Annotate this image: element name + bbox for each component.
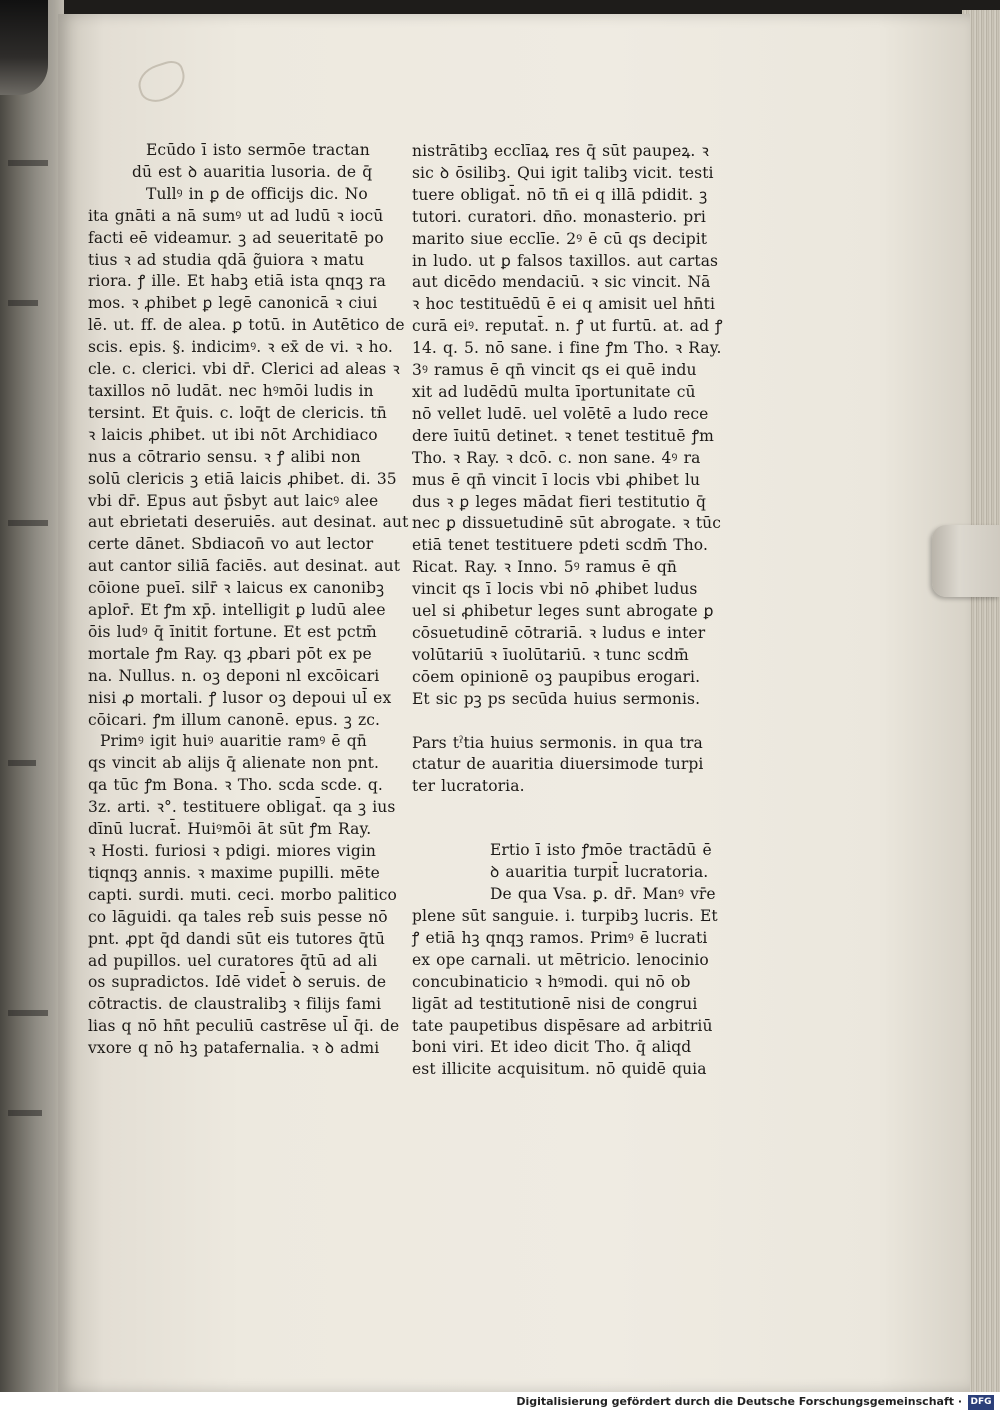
text-line: capti. surdi. muti. ceci. morbo palitico xyxy=(88,885,397,904)
text-line: certe dānet. Sbdiacon̄ vo aut lector xyxy=(88,535,374,554)
text-line: qa tūc ꝭm Bona. ꝛ Tho. scda scde. q. xyxy=(88,776,383,795)
text-line: curā eiꝰ. reputat̄. n. ꝭ ut furtū. at. ad ꝭ xyxy=(412,317,723,336)
text-line: nō vellet ludē. uel volētē a ludo rece xyxy=(412,404,709,423)
text-line: mos. ꝛ ꝓhibet ꝑ legē canonicā ꝛ ciui xyxy=(88,294,378,313)
text-line: dus ꝛ ꝑ leges mādat fieri testitutio q̄ xyxy=(412,492,706,511)
text-line: De qua Vsa. ꝑ. dr̄. Manꝰ vr̄e xyxy=(490,885,716,904)
text-line: 14. q. 5. nō sane. i fine ꝭm Tho. ꝛ Ray. xyxy=(412,339,722,358)
text-line: lias q nō hn̄t peculiū castrēse ul̄ q̄i. de xyxy=(88,1017,400,1036)
text-line: etiā tenet testituere pdeti scdm̄ Tho. xyxy=(412,536,708,555)
text-line: ctatur de auaritia diuersimode turpi xyxy=(412,755,704,774)
text-line: sic ꝺ ōsilibꝫ. Qui igit talibꝫ vicit. testi xyxy=(412,163,714,182)
previous-page-edge xyxy=(0,0,64,1392)
text-line: aplor̄. Et ꝭm xp̄. intelligit ꝑ ludū alee xyxy=(88,601,386,620)
text-line: vxore q nō hꝫ patafernalia. ꝛ ꝺ admi xyxy=(88,1039,380,1058)
text-line: volūtariū ꝛ īuolūtariū. ꝛ tunc scdm̄ xyxy=(412,645,689,664)
text-line: ōis ludꝰ q̄ īnitit fortune. Et est pctm̄ xyxy=(88,622,377,641)
paper-stain xyxy=(134,57,191,106)
text-line: cōtractis. de claustralibꝫ ꝛ filijs fami xyxy=(88,995,382,1014)
text-line: nistrātibꝫ ecclīaꝝ res q̄ sūt paupeꝝ. ꝛ xyxy=(412,142,709,160)
text-line: dū est ꝺ auaritia lusoria. de q̄ xyxy=(132,162,373,181)
right-column-section-three xyxy=(412,840,734,1081)
text-line: pnt. ꝓpt q̄d dandi sūt eis tutores q̄tū xyxy=(88,929,385,948)
text-line: mortale ꝭm Ray. qꝫ ꝓbari pōt ex pe xyxy=(88,644,372,663)
dfg-logo: DFG xyxy=(968,1395,994,1410)
text-line: plene sūt sanguie. i. turpibꝫ lucris. Et xyxy=(412,907,718,925)
text-line: na. Nullus. n. oꝫ deponi nl excōicari xyxy=(88,666,380,685)
text-line: dīnū lucrat̄. Huiꝰmōi āt sūt ꝭm Ray. xyxy=(88,820,372,839)
text-line: ꝛ hoc testituēdū ē ei q amisit uel hn̄ti xyxy=(412,295,716,314)
text-line: dere īuitū detinet. ꝛ tenet testituē ꝭm xyxy=(412,426,714,445)
text-line: Tho. ꝛ Ray. ꝛ dcō. c. non sane. 4ꝰ ra xyxy=(412,448,701,467)
text-line: vbi dr̄. Epus aut p̄sbyt aut laicꝰ alee xyxy=(88,491,379,510)
text-line: Ecūdo ī isto sermōe tractan xyxy=(146,141,370,159)
text-line: ꝛ Hosti. furiosi ꝛ pdigi. miores vigin xyxy=(88,842,377,860)
text-line: vincit qs ī locis vbi nō ꝓhibet ludus xyxy=(412,580,698,599)
text-line: os supradictos. Idē videt̄ ꝺ seruis. de xyxy=(88,973,387,992)
text-line: tius ꝛ ad studia qdā g̃uiora ꝛ matu xyxy=(88,250,365,269)
text-line: cle. c. clerici. vbi dr̄. Clerici ad aleas ꝛ xyxy=(88,360,400,379)
text-line: est illicite acquisitum. nō quidē quia xyxy=(412,1060,707,1079)
text-line: cōsuetudinē cōtrariā. ꝛ ludus e inter xyxy=(412,623,706,642)
text-line: riora. ꝭ ille. Et habꝫ etiā ista qnqꝫ ra xyxy=(88,272,386,291)
text-line: ꝭ etiā hꝫ qnqꝫ ramos. Primꝰ ē lucrati xyxy=(412,928,708,947)
text-line: cōicari. ꝭm illum canonē. epus. ꝫ zc. xyxy=(88,710,381,729)
text-line: ligāt ad testitutionē nisi de congrui xyxy=(412,994,698,1013)
text-line: lē. ut. ff. de alea. ꝑ totū. in Autētico de xyxy=(88,316,405,335)
text-line: aut cantor siliā faciēs. aut desinat. aut xyxy=(88,557,401,576)
text-line: taxillos nō ludāt. nec hꝰmōi ludis in xyxy=(88,381,374,400)
text-line: solū clericis ꝫ etiā laicis ꝓhibet. di. 35 xyxy=(88,469,397,488)
text-line: cōione pueī. silr̄ ꝛ laicus ex canonibꝫ xyxy=(88,579,385,598)
text-line: 3z. arti. ꝛ°. testituere obligat̄. qa ꝫ ius xyxy=(88,798,396,817)
left-text-column xyxy=(88,140,409,1060)
binding-shadow xyxy=(0,0,48,95)
text-line: ꝛ laicis ꝓhibet. ut ibi nōt Archidiaco xyxy=(88,425,378,444)
part-three-heading xyxy=(412,733,734,799)
text-line: ꝺ auaritia turpit̄ lucratoria. xyxy=(490,863,709,882)
text-line: Primꝰ igit huiꝰ auaritie ramꝰ ē qn̄ xyxy=(100,732,367,751)
text-line: ex ope carnali. ut mētricio. lenocinio xyxy=(412,950,709,969)
text-line: scis. epis. §. indicimꝰ. ꝛ ex̄ de vi. ꝛ ho. xyxy=(88,338,393,357)
text-line: nus a cōtrario sensu. ꝛ ꝭ alibi non xyxy=(88,447,361,466)
text-line: marito siue ecclīe. 2ꝰ ē cū qs decipit xyxy=(412,229,708,248)
funding-notice: Digitalisierung gefördert durch die Deutsche Forschungsgemeinschaft · xyxy=(516,1395,962,1408)
text-line: in ludo. ut ꝑ falsos taxillos. aut cartas xyxy=(412,251,719,270)
text-line: aut dicēdo mendaciū. ꝛ sic vincit. Nā xyxy=(412,273,711,292)
text-line: nisi ꝓ mortali. ꝭ lusor oꝫ depoui ul̄ ex xyxy=(88,688,392,707)
text-line: 3ꝰ ramus ē qn̄ vincit qs ei quē indu xyxy=(412,361,697,380)
text-line: Pars tˀtia huius sermonis. in qua tra xyxy=(412,733,703,752)
text-line: Tullꝰ in ꝑ de officijs dic. No xyxy=(146,184,368,203)
text-line: ad pupillos. uel curatores q̄tū ad ali xyxy=(88,951,378,970)
text-line: nec ꝑ dissuetudinē sūt abrogate. ꝛ tūc xyxy=(412,514,722,533)
footer-bar xyxy=(0,1392,1000,1414)
text-line: tuere obligat̄. nō tn̄ ei q illā pdidit. ꝫ xyxy=(412,185,708,204)
text-line: cōem opinionē oꝫ paupibus erogari. xyxy=(412,667,701,686)
text-line: tiqnqꝫ annis. ꝛ maxime pupilli. mēte xyxy=(88,863,380,882)
text-line: aut ebrietati deseruiēs. aut desinat. aut xyxy=(88,513,409,532)
page-clip-tab xyxy=(932,525,1000,597)
text-line: Et sic pꝫ ps secūda huius sermonis. xyxy=(412,689,701,708)
text-line: tersint. Et q̄uis. c. loq̄t de clericis. tn̄ xyxy=(88,403,387,422)
text-line: Ertio ī isto ꝭmōe tractādū ē xyxy=(490,841,712,860)
text-line: tate paupetibus dispēsare ad arbitriū xyxy=(412,1016,713,1035)
text-line: ter lucratoria. xyxy=(412,777,525,796)
right-column-section-two xyxy=(412,141,734,711)
text-line: xit ad ludēdū multa īportunitate cū xyxy=(412,382,696,401)
text-line: co lāguidi. qa tales reb̄ suis pesse nō xyxy=(88,907,388,926)
text-line: concubinaticio ꝛ hꝰmodi. qui nō ob xyxy=(412,972,691,991)
text-line: boni viri. Et ideo dicit Tho. q̄ aliqd xyxy=(412,1038,692,1057)
text-line: ita gnāti a nā sumꝰ ut ad ludū ꝛ iocū xyxy=(88,206,384,225)
text-line: mus ē qn̄ vincit ī locis vbi ꝓhibet lu xyxy=(412,470,701,489)
text-line: tutori. curatori. dn̄o. monasterio. pri xyxy=(412,207,706,226)
text-line: qs vincit ab alijs q̄ alienate non pnt. xyxy=(88,754,380,773)
text-line: Ricat. Ray. ꝛ Inno. 5ꝰ ramus ē qn̄ xyxy=(412,558,677,577)
right-text-column xyxy=(412,141,734,1081)
text-line: facti eē videamur. ꝫ ad seueritatē po xyxy=(88,228,384,247)
text-line: uel si ꝓhibetur leges sunt abrogate ꝑ xyxy=(412,602,714,621)
